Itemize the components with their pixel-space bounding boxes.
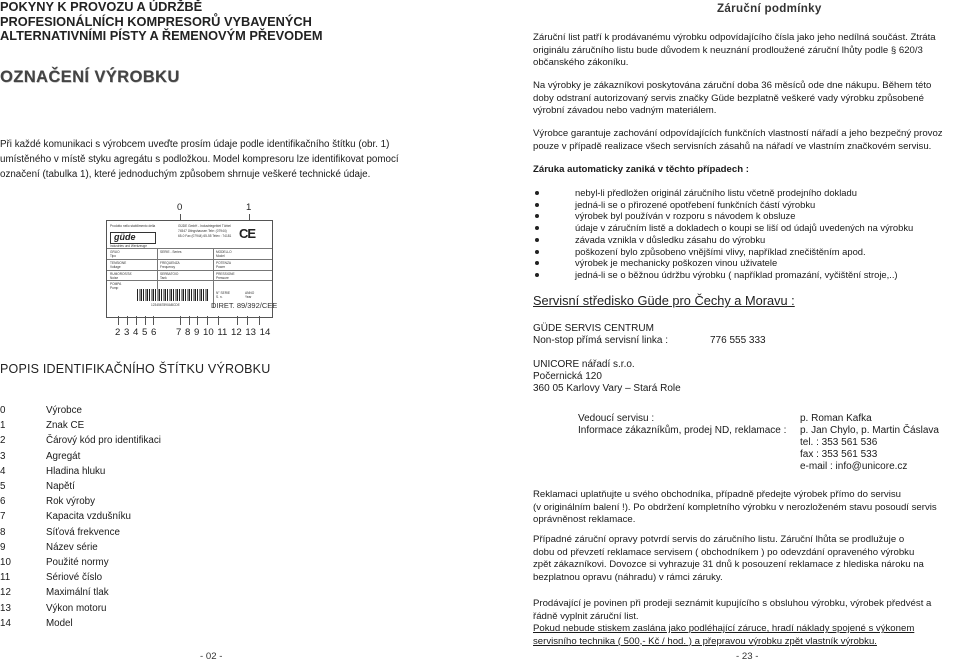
section-title-oznaceni: OZNAČENÍ VÝROBKU [0,68,180,86]
zaruka-title: Záruka automaticky zaniká v těchto případech : [533,164,749,175]
ce-mark-icon: CE [239,226,256,241]
gude-logo: güde [110,232,156,244]
servis-title: Servisní středisko Güde pro Čechy a Moravu : [533,293,795,308]
warranty-paragraph-1: Záruční list patří k prodávanému výrobku odpovídajícího čísla jako jeho nedílná součást. Ztráta originálu záručního listu bude důvodem k neuznání prodloužené záruční lhůty podle § 620/3 občanského zákoníku. [533,32,936,68]
intro-paragraph: Při každé komunikaci s výrobcem uveďte prosím údaje podle identifikačního štítku (obr. 1) umístěného v místě styku agregátu s podložkou. Model kompresoru lze identifikovat pomocí označení (tabulka 1), které jednoduchým způsobem shrnuje veškeré technické údaje. [0,139,399,180]
list-item: 0 Výrobce [0,405,82,416]
popis-title: POPIS IDENTIFIKAČNÍHO ŠTÍTKU VÝROBKU [0,362,271,376]
bullet-icon [535,238,539,242]
list-item: 9 Název série [0,541,98,553]
direct-label: DIRET. 89/392/CEE [211,301,278,310]
servis-centrum-name: GÜDE SERVIS CENTRUM [533,323,654,334]
bullet-icon [535,214,539,218]
bullet-icon [535,261,539,265]
list-item: 2 Čárový kód pro identifikaci [0,435,161,447]
list-item: 1 Znak CE [0,420,85,432]
list-item: 3 Agregát [0,450,81,462]
label-numbers-12-14: 12 13 14 [231,327,271,338]
warranty-paragraph-2: Na výrobky je zákazníkovi poskytována záruční doba 36 měsíců ode dne nákupu. Během této doby odstraní autorizovaný servis značky Güde bezplatně veškeré vady výrobku způsobené výrobní závadou nebo vadným materiálem. [533,80,932,116]
prodavajici-paragraph: Prodávající je povinen při prodeji seznámit kupujícího s obsluhou výrobku, výrobek předvést a řádně vyplnit záruční list. Pokud nebude stiskem zaslána jako podléhající záruce, hradí náklady spojené s výkonem servisního technika ( 500,- Kč / hod. ) a přepravou výrobku zpět vlastník výrobku. [533,598,932,647]
opravy-paragraph: Případné záruční opravy potvrdí servis do záručního listu. Záruční lhůta se prodlužuje o dobu od převzetí reklamace servisem ( obchodníkem ) po odevzdání opraveného výrobku zpět zákazníkovi. Dovozce si vyhrazuje 31 dnů k posouzení reklamace z hlediska nároku na bezplatnou opravu (náhradu) v rámci záruky. [533,534,924,583]
manual-heading: POKYNY K PROVOZU A ÚDRŽBĚ PROFESIONÁLNÍCH KOMPRESORŮ VYBAVENÝCH ALTERNATIVNÍMI PÍSTY A ŘEMENOVÝM PŘEVODEM [0,0,323,43]
list-item: 5 Napětí [0,481,75,492]
list-item: 11 Sériové číslo [0,572,103,584]
list-item: 12 Maximální tlak [0,587,109,599]
page-number-left: - 02 - [200,651,223,662]
list-item: 13 Výkon motoru [0,602,107,614]
list-item: 4 Hladina hluku [0,465,106,477]
warranty-title: Záruční podmínky [717,2,822,15]
list-item: 7 Kapacita vzdušníku [0,511,131,523]
hotline-label: Non-stop přímá servisní linka : [533,335,669,346]
label-numbers-2-6: 2 3 4 5 6 [115,327,157,338]
service-contacts: Vedoucí servisu : p. Roman Kafka Informace zákazníkům, prodej ND, reklamace : p. Jan Chylo, p. Martin Čáslava tel. : 353 561 536 fax : 353 561 533 e-mail : info@unicore.cz [578,413,939,472]
list-item: 14 Model [0,617,73,629]
bullet-icon [535,273,539,277]
hotline-number: 776 555 333 [710,335,766,346]
label-box: Prodotto nello stabilimento della güde Industries und Werkzeuge GÜDE GmbH - Industriegebiet Törbel 74547 Ütingshausen Tele: (07944) 65-0 Fax (07944) 65-55 Telex : 74181 CE GRUO Tipo TENSIONE Voltage RUMOROSITA' Noise POMPA Pump SERIE - Series FREQUENZA Frequency SERBATOIO Tank MODELLO Model POTENZA Power PRESSIONE Pressure N° SERIE S. n. ANNO Year 1234567890ABCDE DIRET. 89/392/CEE [106,220,273,318]
bullet-icon [535,226,539,230]
reklamace-paragraph: Reklamaci uplatňujte u svého obchodníka, případně předejte výrobek přímo do servisu (v originálním balení !). Po obdržení kompletního výrobku v nerozloženém stavu posoudí servis oprávněnost reklamace. [533,489,937,525]
zaruka-bullets: nebyl-li předložen originál záručního listu včetně prodejního dokladu jedná-li se o přirozené opotřebení funkčních částí výrobku výrobek byl používán v rozporu s návodem k obsluze údaje v záručním listě a dokladech o koupi se liší od údajů uvedených na výrobku závada vznikla v důsledku zásahu do výrobku poškození bylo způsobeno vnějšími vlivy, například znečištěním apod. výrobek je mechanicky poškozen vinou uživatele jedná-li se o běžnou údržbu výrobku ( například promazání, vyčištění stroje,..) [535,187,960,287]
label-number-0: 0 [177,202,183,213]
list-item: 8 Síťová frekvence [0,526,120,538]
warranty-paragraph-3: Výrobce garantuje zachování odpovídajících funkčních vlastností nářadí a jeho bezpečný provoz pouze v případě realizace všech servisních zásahů na nářadí ve vlastním značkovém servisu. [533,128,943,152]
page-number-right: - 23 - [736,651,759,662]
label-numbers-7-11: 7 8 9 10 11 [176,327,228,338]
label-number-1: 1 [246,202,252,213]
service-address: UNICORE nářadí s.r.o. Počernická 120 360 05 Karlovy Vary – Stará Role [533,359,681,395]
bullet-icon [535,203,539,207]
barcode [137,289,209,301]
list-item: 10 Použité normy [0,557,109,568]
list-item: 6 Rok výroby [0,496,95,508]
bullet-icon [535,191,539,195]
popis-list [0,405,300,630]
bullet-icon [535,250,539,254]
